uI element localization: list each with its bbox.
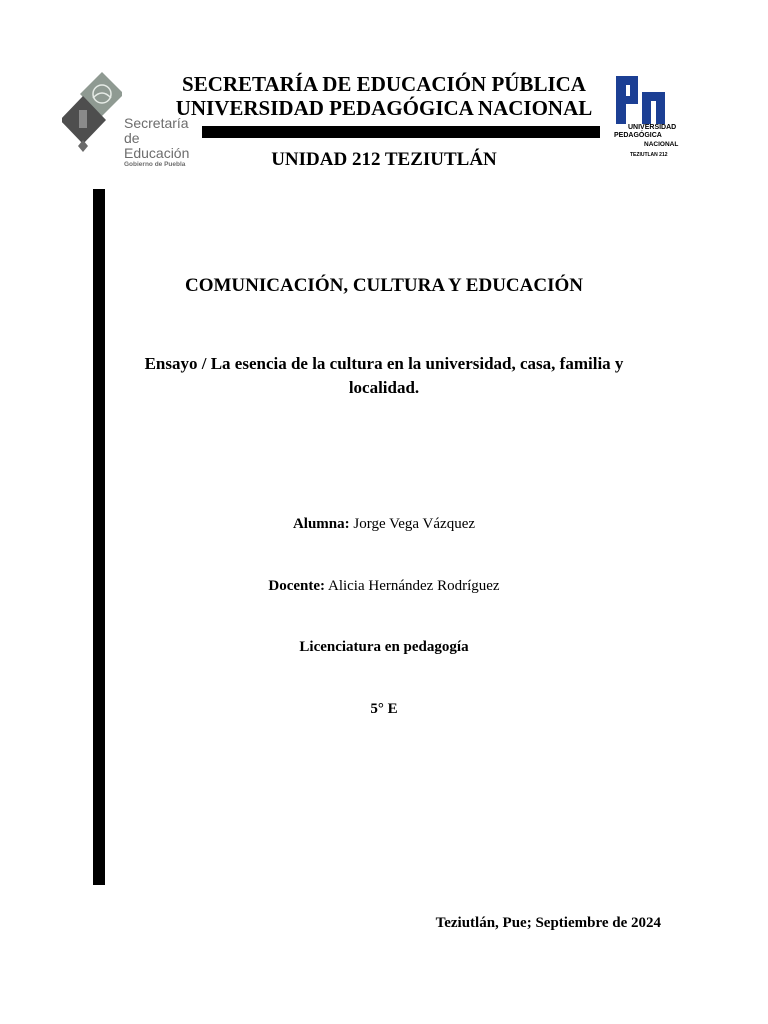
alumna-label: Alumna: [292,516,350,532]
header-line1: SECRETARÍA DE EDUCACIÓN PÚBLICA [182,72,586,96]
upn-logo-line2: PEDAGÓGICA [614,132,662,139]
docente-label: Docente: [268,578,326,594]
upn-logo-icon [612,72,668,132]
sep-puebla-emblem-icon [62,70,122,160]
essay-title: Ensayo / La esencia de la cultura en la universidad, casa, familia y localidad. [144,354,624,397]
left-vertical-bar [93,189,105,885]
subject-title: COMUNICACIÓN, CULTURA Y EDUCACIÓN [185,275,583,296]
header-divider [202,126,600,138]
docente-value: Alicia Hernández Rodríguez [327,578,500,594]
upn-logo-line4: TEZIUTLÁN 212 [630,152,668,156]
place-date: Teziutlán, Pue; Septiembre de 2024 [435,915,661,931]
upn-monogram [612,70,614,71]
alumna-value: Jorge Vega Vázquez [353,516,476,532]
docente-field [110,576,658,596]
alumna-field [110,514,658,534]
upn-logo [612,70,704,160]
upn-logo-line1: UNIVERSIDAD [628,124,677,131]
header-line2: UNIVERSIDAD PEDAGÓGICA NACIONAL [175,96,593,120]
grado: 5° E [370,701,398,717]
sep-logo-line1: Secretaría [124,115,189,131]
sep-logo-line2: de Educación [124,130,190,161]
licenciatura: Licenciatura en pedagogía [299,639,469,655]
upn-logo-line3: NACIONAL [644,141,679,148]
sep-logo-line3: Gobierno de Puebla [124,161,186,168]
header-line3: UNIDAD 212 TEZIUTLÁN [271,149,497,170]
